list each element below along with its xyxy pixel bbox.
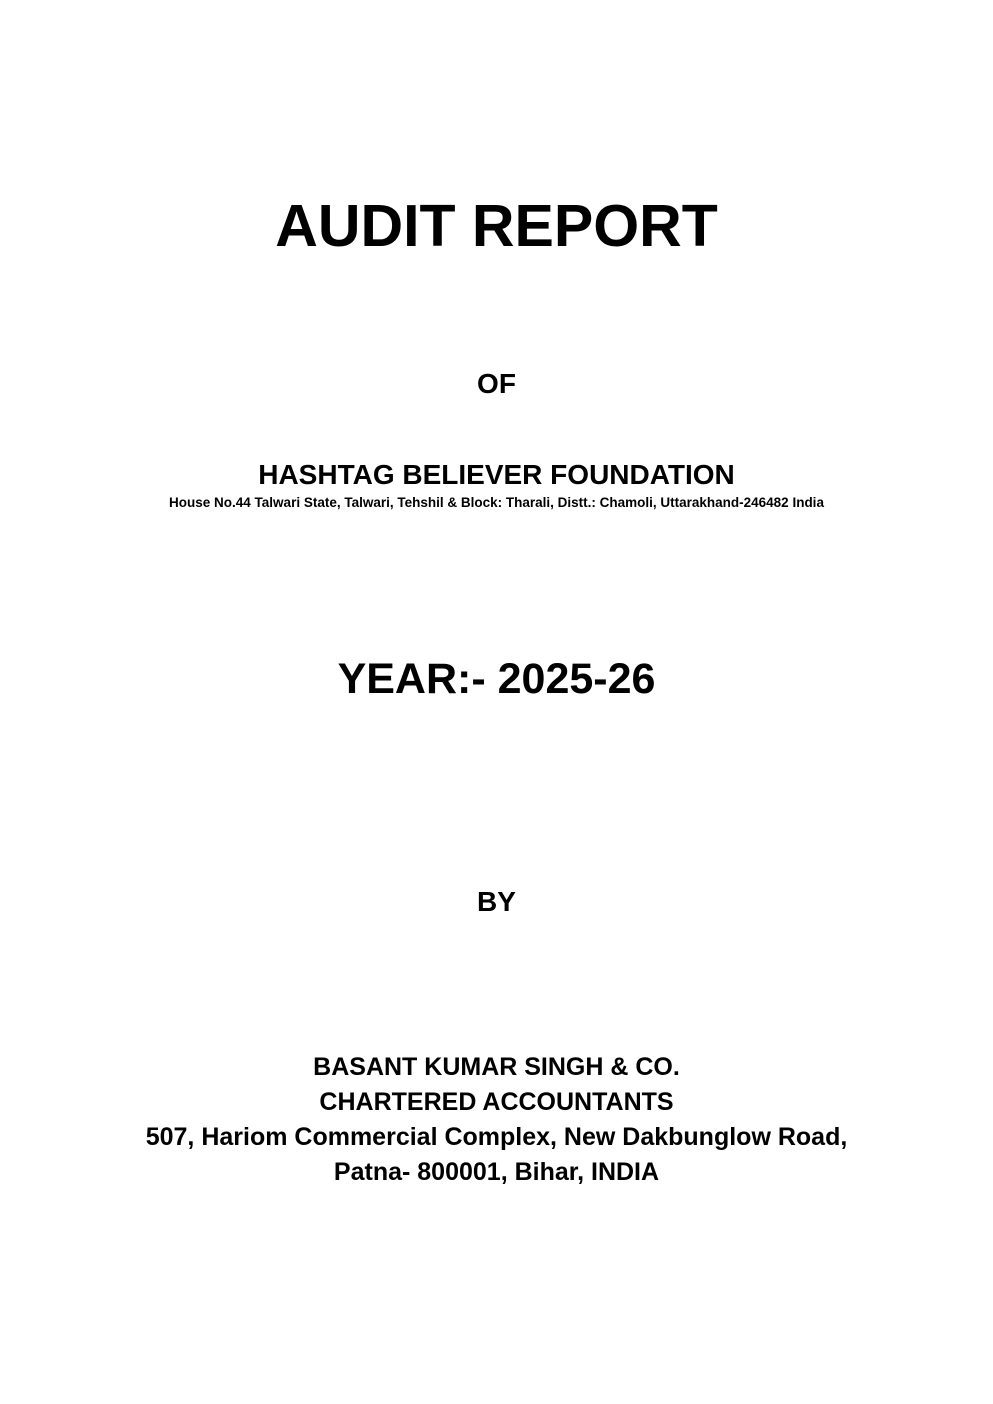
of-label: OF xyxy=(477,368,516,399)
auditor-designation: CHARTERED ACCOUNTANTS xyxy=(319,1088,674,1116)
report-title: AUDIT REPORT xyxy=(275,193,718,259)
by-label: BY xyxy=(477,886,516,917)
organization-address: House No.44 Talwari State, Talwari, Tehshil & Block: Tharali, Distt.: Chamoli, Uttarakhand-246482 India xyxy=(169,495,824,510)
auditor-address-line-2: Patna- 800001, Bihar, INDIA xyxy=(333,1158,660,1186)
organization-name: HASHTAG BELIEVER FOUNDATION xyxy=(258,459,735,490)
auditor-firm-name: BASANT KUMAR SINGH & CO. xyxy=(313,1053,680,1081)
report-year: YEAR:- 2025-26 xyxy=(337,655,656,703)
auditor-address-line-1: 507, Hariom Commercial Complex, New Dakbunglow Road, xyxy=(145,1123,848,1151)
